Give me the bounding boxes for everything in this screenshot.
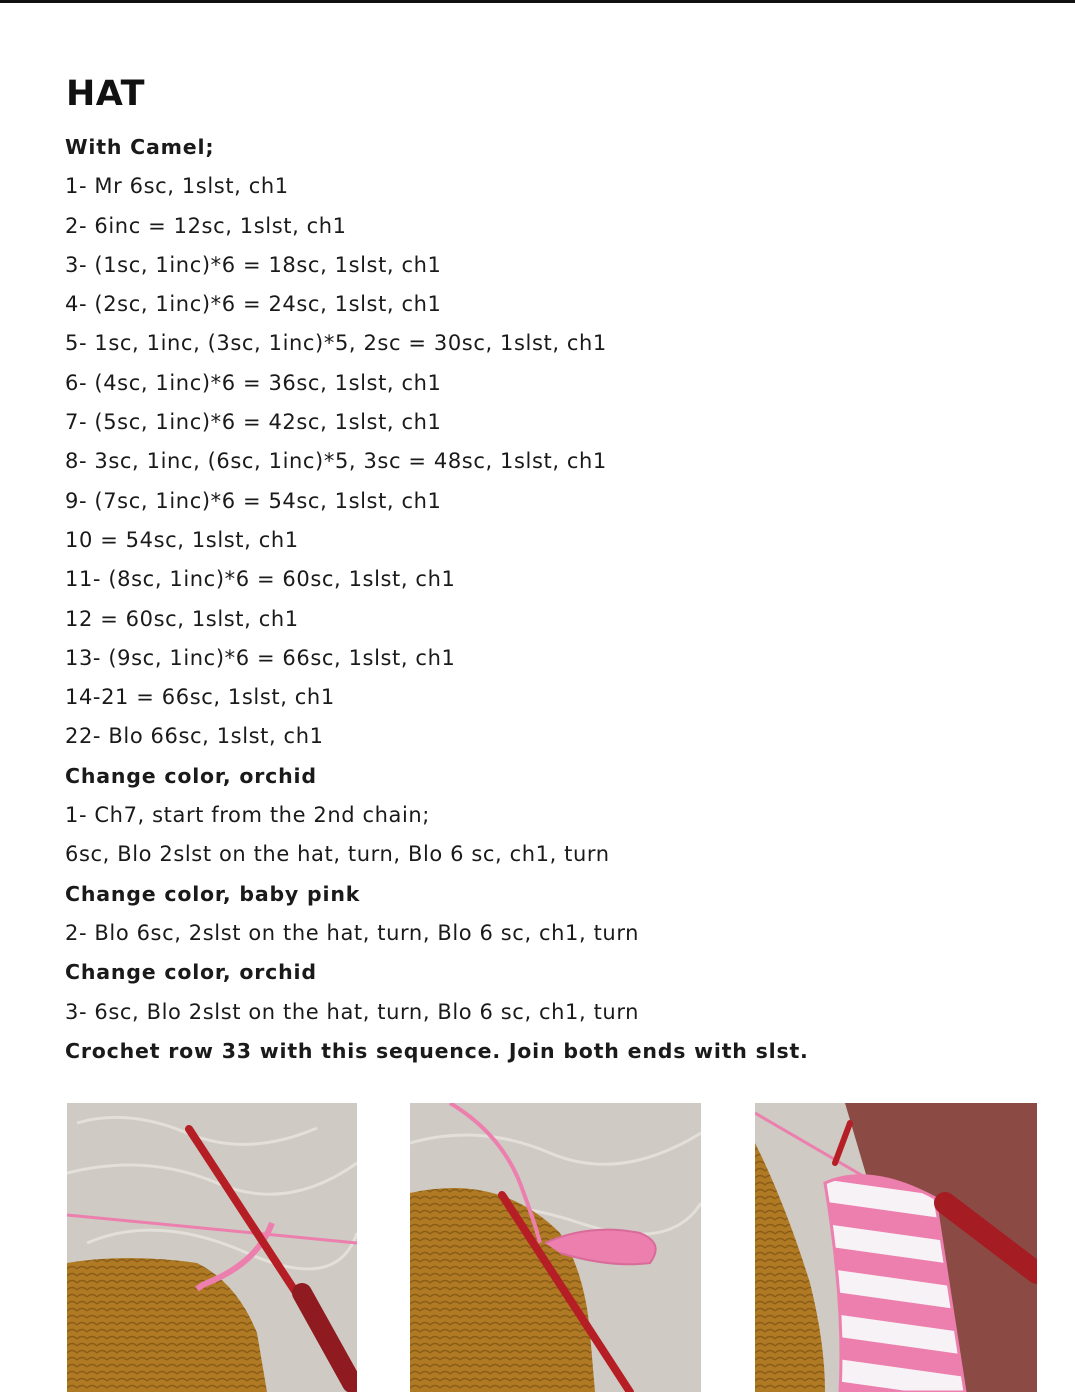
- instruction-line: 6- (4sc, 1inc)*6 = 36sc, 1slst, ch1: [65, 370, 442, 395]
- photo-step-2-image: [410, 1103, 701, 1392]
- instruction-line: 9- (7sc, 1inc)*6 = 54sc, 1slst, ch1: [65, 488, 442, 513]
- page-title: HAT: [66, 74, 146, 114]
- instruction-line: 11- (8sc, 1inc)*6 = 60sc, 1slst, ch1: [65, 567, 456, 592]
- instruction-line: 3- 6sc, Blo 2slst on the hat, turn, Blo 6 sc, ch1, turn: [65, 999, 640, 1024]
- instruction-line: 14-21 = 66sc, 1slst, ch1: [65, 685, 335, 710]
- pattern-instructions: [65, 128, 1045, 1071]
- instruction-line: 3- (1sc, 1inc)*6 = 18sc, 1slst, ch1: [65, 252, 442, 277]
- photo-step-1: [67, 1103, 357, 1392]
- instruction-line: 5- 1sc, 1inc, (3sc, 1inc)*5, 2sc = 30sc, 1slst, ch1: [65, 331, 607, 356]
- instruction-line: Change color, baby pink: [65, 881, 361, 906]
- instruction-line: 1- Ch7, start from the 2nd chain;: [65, 803, 430, 828]
- instruction-line: With Camel;: [65, 135, 215, 159]
- instruction-line: 6sc, Blo 2slst on the hat, turn, Blo 6 sc, ch1, turn: [65, 842, 610, 867]
- instruction-line: 22- Blo 66sc, 1slst, ch1: [65, 724, 324, 749]
- instruction-line: Change color, orchid: [65, 763, 317, 788]
- instruction-line: 4- (2sc, 1inc)*6 = 24sc, 1slst, ch1: [65, 292, 442, 317]
- instruction-line: Crochet row 33 with this sequence. Join both ends with slst.: [65, 1038, 809, 1063]
- instruction-line: 2- 6inc = 12sc, 1slst, ch1: [65, 213, 347, 238]
- instruction-line: 12 = 60sc, 1slst, ch1: [65, 606, 299, 631]
- instruction-line: Change color, orchid: [65, 960, 317, 985]
- top-border: [0, 0, 1075, 3]
- instruction-line: 10 = 54sc, 1slst, ch1: [65, 527, 299, 552]
- instruction-line: 8- 3sc, 1inc, (6sc, 1inc)*5, 3sc = 48sc, 1slst, ch1: [65, 449, 607, 474]
- instruction-line: 13- (9sc, 1inc)*6 = 66sc, 1slst, ch1: [65, 645, 456, 670]
- instruction-line: 1- Mr 6sc, 1slst, ch1: [65, 174, 289, 199]
- photo-step-1-image: [67, 1103, 357, 1392]
- instruction-line: 2- Blo 6sc, 2slst on the hat, turn, Blo 6 sc, ch1, turn: [65, 920, 640, 945]
- instruction-line: 7- (5sc, 1inc)*6 = 42sc, 1slst, ch1: [65, 410, 442, 435]
- photo-step-2: [410, 1103, 701, 1392]
- photo-step-3-image: [755, 1103, 1037, 1392]
- photo-step-3: [755, 1103, 1037, 1392]
